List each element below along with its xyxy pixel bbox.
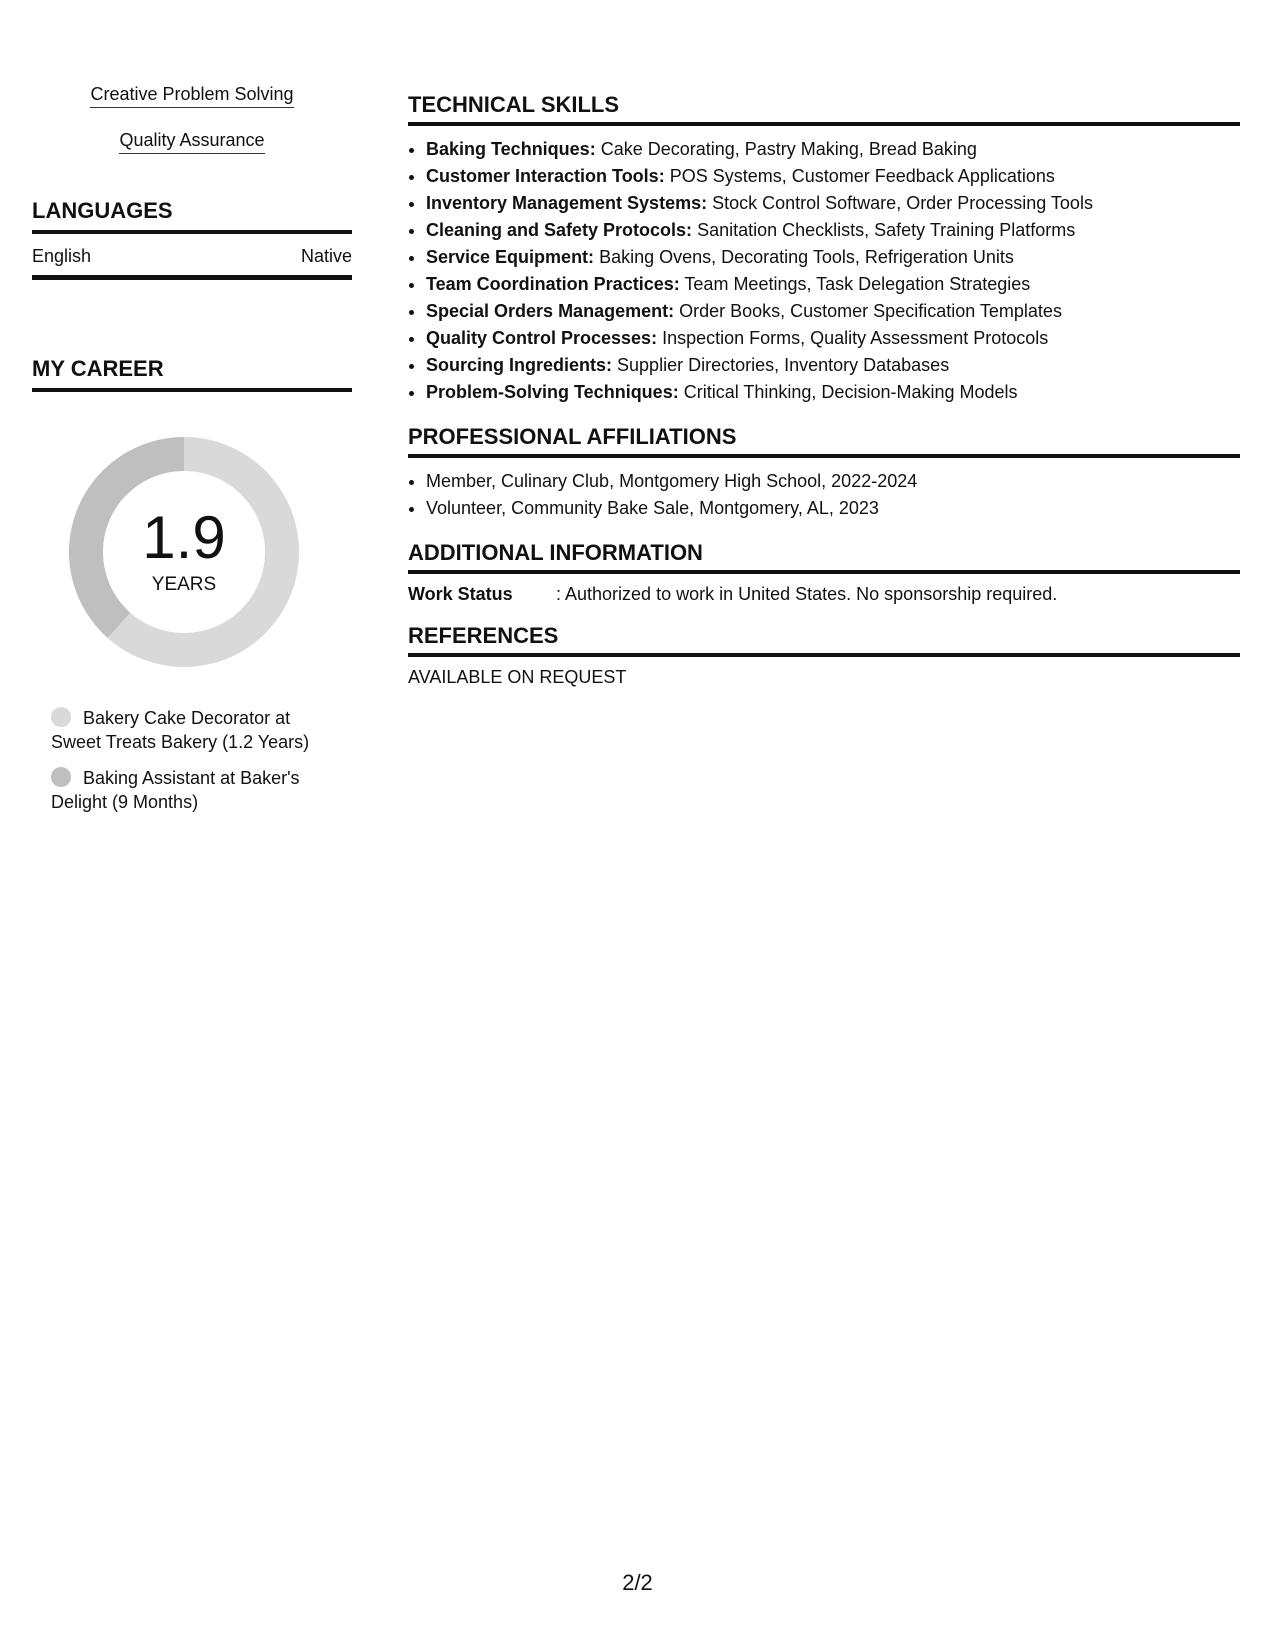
work-status-value: : Authorized to work in United States. No sponsorship required.: [556, 584, 1058, 604]
career-section: [32, 356, 352, 814]
skill-category: Inventory Management Systems:: [426, 193, 708, 213]
skill-category: Quality Control Processes:: [426, 328, 658, 348]
language-level: Native: [300, 246, 352, 266]
references-title: REFERENCES: [408, 623, 1240, 657]
skill-detail: POS Systems, Customer Feedback Applications: [669, 166, 1055, 186]
sidebar: [32, 84, 352, 826]
skill-detail: Inspection Forms, Quality Assessment Protocols: [662, 328, 1049, 348]
legend-label: Bakery Cake Decorator at Sweet Treats Bakery (1.2 Years): [51, 708, 310, 752]
legend-swatch: [51, 707, 71, 727]
skill-detail: Baking Ovens, Decorating Tools, Refrigeration Units: [599, 247, 1014, 267]
technical-skills-title: TECHNICAL SKILLS: [408, 92, 1240, 126]
skill-tag: Creative Problem Solving: [90, 84, 293, 108]
legend-label: Baking Assistant at Baker's Delight (9 Months): [51, 768, 300, 812]
donut-center: [64, 432, 304, 672]
list-item: [426, 325, 1240, 352]
skill-detail: Supplier Directories, Inventory Databases: [617, 355, 950, 375]
career-donut-chart: [64, 432, 304, 672]
main-content: [408, 92, 1240, 706]
languages-title: LANGUAGES: [32, 198, 352, 234]
legend-item: [51, 706, 321, 754]
list-item: • Member, Culinary Club, Montgomery High School, 2022-2024: [426, 468, 1240, 495]
language-row: [32, 234, 352, 280]
skill-category: Problem-Solving Techniques:: [426, 382, 679, 402]
list-item: [426, 352, 1240, 379]
list-item: • Volunteer, Community Bake Sale, Montgomery, AL, 2023: [426, 495, 1240, 522]
work-status-row: [408, 584, 1240, 605]
technical-skills-section: [408, 92, 1240, 406]
list-item: [426, 271, 1240, 298]
career-title: MY CAREER: [32, 356, 352, 392]
affiliations-list: [408, 468, 1240, 522]
skill-detail: Sanitation Checklists, Safety Training Platforms: [697, 220, 1076, 240]
skill-detail: Cake Decorating, Pastry Making, Bread Baking: [600, 139, 977, 159]
skill-detail: Stock Control Software, Order Processing Tools: [712, 193, 1093, 213]
skill-category: Baking Techniques:: [426, 139, 596, 159]
list-item: [426, 136, 1240, 163]
skill-detail: Critical Thinking, Decision-Making Models: [683, 382, 1018, 402]
list-item: [426, 217, 1240, 244]
list-item: [426, 190, 1240, 217]
list-item: [426, 163, 1240, 190]
skill-category: Service Equipment:: [426, 247, 595, 267]
languages-section: [32, 198, 352, 280]
skill-detail: Order Books, Customer Specification Templates: [679, 301, 1062, 321]
list-item: [426, 298, 1240, 325]
legend-item: [51, 766, 321, 814]
skill-category: Team Coordination Practices:: [426, 274, 680, 294]
additional-info-title: ADDITIONAL INFORMATION: [408, 540, 1240, 574]
career-total-unit: YEARS: [151, 574, 217, 595]
additional-info-section: [408, 540, 1240, 605]
career-legend: [51, 706, 352, 814]
legend-swatch: [51, 767, 71, 787]
references-section: [408, 623, 1240, 688]
work-status-label: Work Status: [408, 584, 513, 604]
technical-skills-list: [408, 136, 1240, 406]
skill-tag: Quality Assurance: [119, 130, 264, 154]
references-text: AVAILABLE ON REQUEST: [408, 667, 627, 687]
career-total-value: 1.9: [142, 504, 226, 571]
page-number: 2/2: [622, 1570, 653, 1595]
list-item: [426, 379, 1240, 406]
language-name: English: [32, 246, 92, 266]
skill-tags: [32, 84, 352, 176]
list-item: [426, 244, 1240, 271]
skill-category: Special Orders Management:: [426, 301, 675, 321]
affiliations-section: [408, 424, 1240, 522]
skill-category: Cleaning and Safety Protocols:: [426, 220, 693, 240]
skill-detail: Team Meetings, Task Delegation Strategies: [684, 274, 1031, 294]
affiliations-title: PROFESSIONAL AFFILIATIONS: [408, 424, 1240, 458]
skill-category: Sourcing Ingredients:: [426, 355, 613, 375]
skill-category: Customer Interaction Tools:: [426, 166, 665, 186]
